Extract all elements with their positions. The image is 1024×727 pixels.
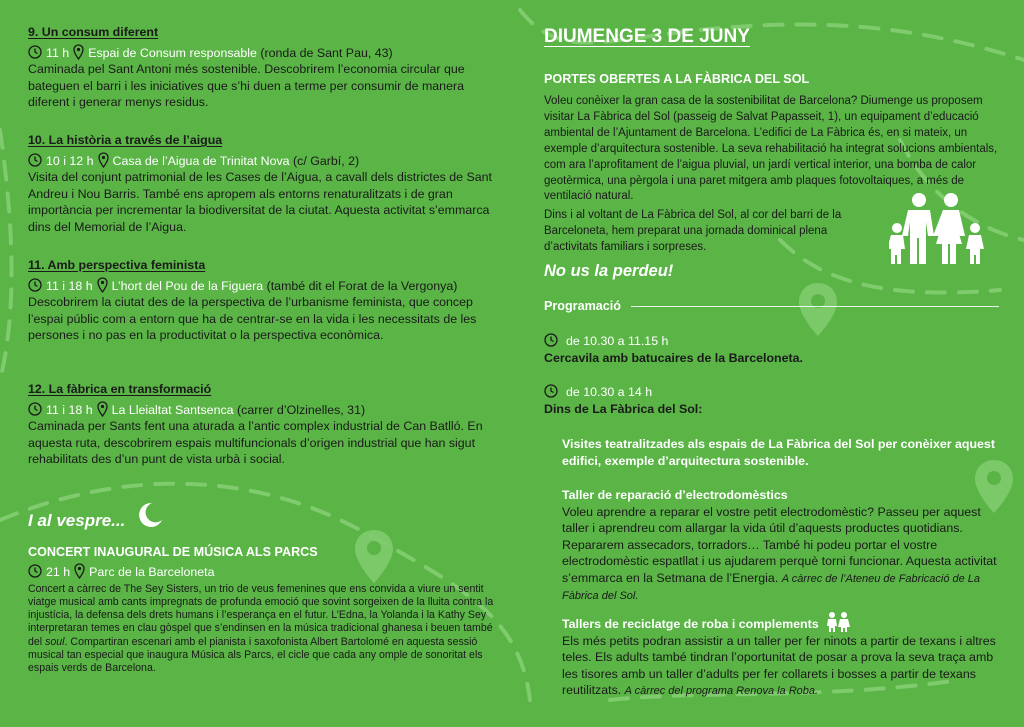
children-icon [825, 612, 851, 632]
clock-icon [544, 333, 558, 347]
route-place: Casa de l’Aigua de Trinitat Nova [112, 153, 290, 168]
route-place: La Lleialtat Santsenca [111, 402, 234, 417]
section-title: PORTES OBERTES A LA FÀBRICA DEL SOL [544, 72, 810, 86]
schedule-time-row [544, 333, 999, 350]
clock-icon [28, 153, 42, 167]
location-pin-icon [97, 401, 108, 417]
activity-item [562, 612, 999, 700]
concert-meta [28, 563, 498, 581]
clock-icon [28, 45, 42, 59]
intro-text-2: Dins i al voltant de La Fàbrica del Sol, al cor del barri de la Barceloneta, hem preparat una jornada dominical plena d’activitats familiars i sorpreses. [544, 209, 842, 253]
programme-label: Programació [544, 299, 621, 313]
route-address: (carrer d’Olzinelles, 31) [233, 402, 366, 417]
tagline: No us la perdeu! [544, 262, 674, 280]
route-address: (també dit el Forat de la Vergonya) [263, 278, 458, 293]
route-title: 10. La història a través de l’aigua [28, 133, 223, 147]
location-pin-icon [98, 152, 109, 168]
concert-place: Parc de la Barceloneta [89, 565, 215, 579]
activity-title: Taller de reparació d’electrodomèstics [562, 488, 788, 502]
route-item-10 [28, 132, 498, 235]
schedule-time: de 10.30 a 11.15 h [566, 334, 669, 348]
schedule-time-row [544, 384, 999, 401]
concert-section [28, 545, 498, 676]
route-time: 11 i 18 h [46, 278, 93, 293]
route-meta [28, 152, 498, 170]
intro-text: Voleu conèixer la gran casa de la sostenibilitat de Barcelona? Diumenge us proposem visitar La Fàbrica del Sol (passeig de Salvat Papasseit, 1), un equipament d’educació ambiental de l’Ajuntament de Barcelona. L’edifici de La Fàbrica és, en si mateix, un exemple d’arquitectura sostenible. La seva rehabilitació ha integrat solucions ambientals, com ara l’aprofitament de l’aigua pluvial, un jardí vertical interior, una bomba de calor geotèrmica, una pèrgola i una paret mitgera amb plaques fotovoltaiques, a més de ventilació natural. [544, 95, 998, 203]
programme-row [544, 299, 999, 313]
concert-title: CONCERT INAUGURAL DE MÚSICA ALS PARCS [28, 545, 318, 559]
clock-icon [544, 384, 558, 398]
route-meta [28, 401, 498, 419]
concert-time: 21 h [46, 565, 71, 579]
concert-desc-italic: soul [45, 635, 65, 648]
route-title: 9. Un consum diferent [28, 25, 159, 39]
route-description: Descobrirem la ciutat des de la perspectiva de l’urbanisme feminista, que concep l’espai públic com a entorn que ha de centrar-se en la vida i les necessitats de les persones i no pas en la productivitat o la perspectiva econòmica. [28, 295, 477, 342]
schedule-item [544, 384, 999, 417]
route-time: 11 i 18 h [46, 402, 93, 417]
location-pin-icon [73, 44, 84, 60]
concert-desc-part: Concert a càrrec de The Sey Sisters, un trio de veus femenines que ens convida a viure un sentit viatge musical amb cants impregnats de profunda emoció que sovint sorgeixen de la lluita contra la injustícia, la defensa dels drets humans i l’esperança en el futur. L’Edna, la Yolanda i la Kathy Sey interpretaran temes en clau gòspel que s’endinsen en la música tradicional ghanesa i beuen també del [28, 582, 494, 648]
clock-icon [28, 402, 42, 416]
moon-icon [134, 500, 164, 530]
activity-desc-text: Els més petits podran assistir a un taller per fer ninots a partir de texans i altres teles. Els adults també tindran l’oportunitat de posar a prova la seva traça amb les tisores amb un taller d’adults per fer collarets i bosses a partir de texans reutilitzats. [562, 633, 996, 697]
route-address: (c/ Garbí, 2) [289, 153, 360, 168]
clock-icon [28, 564, 42, 578]
route-description: Caminada pel Sant Antoni més sostenible. Descobrirem l’economia circular que bateguen el barri i les iniciatives que s’hi duen a terme per consumir de manera diferent i generar menys residus. [28, 62, 465, 109]
route-title: 11. Amb perspectiva feminista [28, 258, 206, 272]
route-description: Visita del conjunt patrimonial de les Cases de l’Aigua, a cavall dels districtes de Sant Andreu i Nou Barris. També ens apropem als entorns renaturalitzats i de gran importància per incrementar la biodiversitat de la ciutat. Aquesta activitat s’emmarca dins del Memorial de l’Aigua. [28, 170, 492, 234]
route-address: (ronda de Sant Pau, 43) [256, 45, 393, 60]
schedule-title: Cercavila amb batucaires de la Barceloneta. [544, 350, 803, 365]
route-place: L’hort del Pou de la Figuera [111, 278, 264, 293]
route-item-9 [28, 24, 498, 111]
date-heading: DIUMENGE 3 DE JUNY [544, 26, 750, 47]
route-time: 10 i 12 h [46, 153, 94, 168]
route-item-11 [28, 257, 498, 344]
route-title: 12. La fàbrica en transformació [28, 382, 212, 396]
activity-item [562, 487, 999, 605]
concert-description [28, 583, 498, 676]
route-item-12 [28, 381, 498, 468]
clock-icon [28, 278, 42, 292]
evening-heading: I al vespre... [28, 511, 126, 530]
activity-description [562, 504, 999, 605]
activity-credit: A càrrec de l’Ateneu de Fabricació de La Fàbrica del Sol. [562, 572, 981, 602]
date-heading-row [544, 26, 999, 48]
location-pin-icon [74, 563, 85, 579]
route-meta [28, 44, 498, 62]
activity-title-row [562, 612, 999, 633]
activity-title: Tallers de reciclatge de roba i complements [562, 617, 819, 631]
route-time: 11 h [46, 45, 70, 60]
route-description: Caminada per Sants fent una aturada a l’antic complex industrial de Can Batlló. En aquesta ruta, descobrirem espais multifuncionals d’origen industrial que han sigut rehabilitats des d’un punt de vista urbà i social. [28, 419, 483, 466]
schedule-item [544, 333, 999, 366]
evening-heading-row [28, 500, 498, 531]
schedule-title: Dins de La Fàbrica del Sol: [544, 401, 703, 416]
family-icon [889, 192, 984, 266]
location-pin-icon [97, 277, 108, 293]
concert-desc-part: . Compartiran escenari amb el pianista i saxofonista Albert Bartolomé en aquesta sessió musical tan especial que inaugura Música als Parcs, el cicle que cada any omple de sonoritat els espais verds de Barcelona. [28, 635, 483, 675]
schedule-time: de 10.30 a 14 h [566, 385, 653, 399]
activity-credit: A càrrec del programa Renova la Roba. [624, 685, 819, 697]
activity-description [562, 633, 999, 700]
activity-title: Visites teatralitzades als espais de La Fàbrica del Sol per conèixer aquest edifici, exemple d’arquitectura sostenible. [562, 437, 995, 468]
route-meta [28, 277, 498, 295]
activity-desc-text: Voleu aprendre a reparar el vostre petit electrodomèstic? Passeu per aquest taller i aprendreu com allargar la vida útil d’aquests productes quotidians. Repararem assecadors, torradors… També hi podeu portar el vostre electrodomèstic espatllat i us ajudarem perquè torni funcionar. Aquesta activitat s’emmarca en la Setmana de l’Energia. [562, 504, 997, 585]
programme-divider [631, 306, 999, 307]
route-place: Espai de Consum responsable [88, 45, 257, 60]
